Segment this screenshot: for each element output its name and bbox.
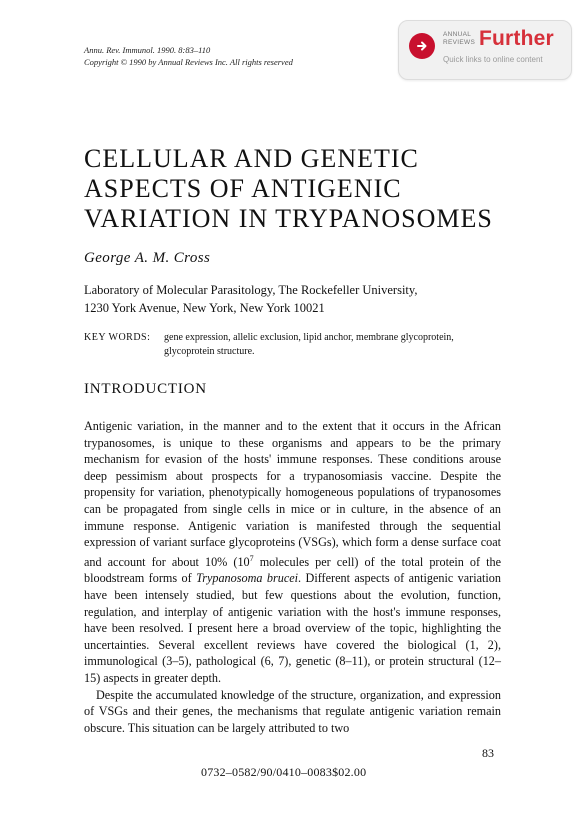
annual-reviews-logo-text: ANNUAL REVIEWS	[443, 31, 476, 46]
affiliation-line-1: Laboratory of Molecular Parasitology, The Rockefeller University,	[84, 283, 418, 297]
author-affiliation	[84, 281, 417, 317]
introduction-paragraph-2: Despite the accumulated knowledge of the structure, organization, and expression of VSGs and their genes, the mechanisms that regulate antigenic variation remain obscure. This situation can be largely attributed to two	[84, 687, 501, 735]
keywords-label: KEY WORDS:	[84, 332, 151, 343]
keywords-block	[84, 331, 504, 359]
further-wordmark: Further	[479, 27, 554, 50]
introduction-body	[84, 418, 501, 736]
introduction-heading: INTRODUCTION	[84, 381, 207, 397]
affiliation-line-2: 1230 York Avenue, New York, New York 10021	[84, 301, 325, 315]
copyright-line: Copyright © 1990 by Annual Reviews Inc. All rights reserved	[84, 57, 293, 67]
title-line-2: ASPECTS OF ANTIGENIC	[84, 174, 402, 203]
further-subtitle: Quick links to online content	[443, 55, 543, 64]
further-links-badge[interactable]	[398, 20, 572, 80]
journal-citation-header	[84, 44, 293, 68]
introduction-paragraph-1: Antigenic variation, in the manner and to the extent that it occurs in the African trypanosomes, is unique to these organisms and appears to be the primary mechanism for evasion of the hosts' immune responses. These conditions arouse deep pessimism about prospects for a trypanosomiasis vaccine. Despite the propensity for variation, phenotypically homogeneous populations of trypanosomes can be propagated from single cells in mice or in culture, in the absence of an immune response. Antigenic variation is manifested through the sequential expression of variant surface glycoproteins (VSGs), which form a dense surface coat and account for about 10% ($10^7$ molecules per cell) of the total protein of the bloodstream forms of Trypanosoma brucei. Different aspects of antigenic variation have been intensely studied, but few questions about the evolution, function, regulation, and interplay of antigenic variation with the host's immune responses, have been resolved. I present here a broad overview of the topic, highlighting the uncertainties. Several excellent reviews have covered the biological (1, 2), immunological (3–5), pathological (6, 7), genetic (8–11), or protein structural (12–15) aspects in greater depth.	[84, 419, 502, 685]
superscript-exponent: 7	[249, 553, 254, 563]
arrow-right-icon	[409, 33, 435, 59]
keywords-list: gene expression, allelic exclusion, lipid anchor, membrane glycoprotein, glycoprotein structure.	[164, 332, 454, 357]
page-number: 83	[482, 746, 494, 760]
article-title	[84, 144, 544, 234]
title-line-3: VARIATION IN TRYPANOSOMES	[84, 204, 493, 233]
title-line-1: CELLULAR AND GENETIC	[84, 144, 419, 173]
article-code: 0732–0582/90/0410–0083$02.00	[201, 765, 367, 779]
author-name: George A. M. Cross	[84, 250, 211, 266]
species-name: Trypanosoma brucei	[196, 571, 299, 586]
journal-line: Annu. Rev. Immunol. 1990. 8:83–110	[84, 45, 211, 55]
